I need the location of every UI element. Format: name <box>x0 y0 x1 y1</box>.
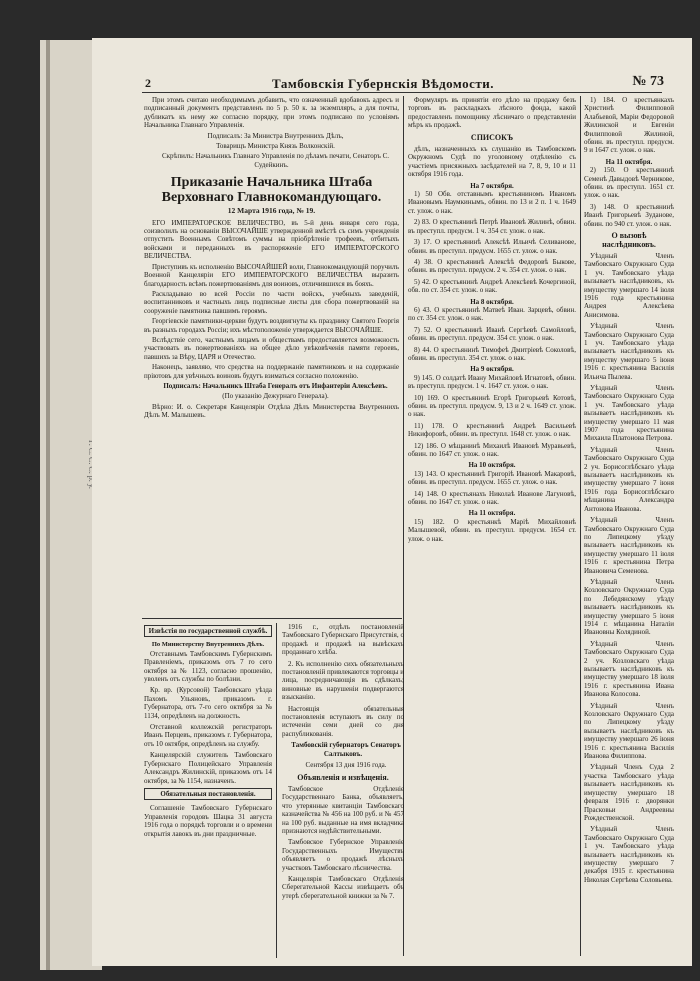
case-entry: 2) 150. О крестьянинѣ Семенѣ Давыдовѣ Черникове, обвин. въ преступл. 1651 ст. улож. о нак. <box>584 166 674 200</box>
column-3 <box>584 96 674 887</box>
signature-line: Товарищъ Министра Князь Волконскій. <box>216 142 335 151</box>
column-2 <box>408 96 576 546</box>
regulations-title: Обязательныя постановленія. <box>144 788 272 800</box>
case-entry: 13) 143. О крестьянинѣ Григоріѣ Ивановѣ Макаровѣ, обвин. въ преступл. предусм. 1655 ст. улож. о нак. <box>408 469 576 487</box>
order-paragraph: Раскладываю во всей Россіи по части войскъ, учебныхъ заведеній, воспитанниковъ и частныхъ лицъ подписные листы для сбора пожертвованій на сооруженіе памятника павшимъ героямъ. <box>144 289 399 315</box>
case-entry: 10) 169. О крестьянинѣ Егорѣ Григорьевѣ Котовѣ, обвин. въ преступл. предусм. 9, 13 и 2 ч. 1649 ст. улож. о нак. <box>408 393 576 419</box>
order-paragraph: Вслѣдствіе сего, частнымъ лицамъ и обществамъ предоставляется возможность участвовать въ пожертвованіяхъ на общее дѣло увѣковѣченія памяти героевъ, павшихъ за Вѣру, ЦАРЯ и Отечество. <box>144 335 399 361</box>
case-entry: 12) 186. О мѣщанинѣ Михаилѣ Ивановѣ Муравьевѣ, обвин. по 1647 ст. улож. о нак. <box>408 441 576 459</box>
service-news-title: Извѣстія по государственной службѣ. <box>144 625 272 637</box>
list-subtitle: дѣлъ, назначенныхъ къ слушанію въ Тамбовскомъ Окружномъ Судѣ по уголовному отдѣленію съ участіемъ присяжныхъ засѣдателей на 7, 8, 9, 10 и 11 октября 1916 года. <box>408 145 576 179</box>
heirs-notice: Уѣздный Членъ Козловскаго Окружнаго Суда по Лебедянскому уѣзду вызываетъ наслѣдниковъ къ имуществу умершаго 5 іюня 1914 г. мѣщанина Наталіи Ивановны Колядиной. <box>584 577 674 637</box>
page-header <box>92 38 692 91</box>
order-signature: Подписалъ: Начальникъ Штаба Генералъ отъ Инфантеріи Алексѣевъ. <box>163 381 388 390</box>
heirs-notice: Уѣздный Членъ Тамбовскаго Окружнаго Суда 1 уч. Тамбовскаго уѣзда вызываетъ наслѣдниковъ къ имуществу умершаго 5 іюня 1916 г. крестьянина Василія Ильича Пылева. <box>584 322 674 381</box>
heirs-notice: Уѣздный Членъ Тамбовскаго Окружнаго Суда 1 уч. Тамбовскаго уѣзда вызываетъ наслѣдниковъ къ имуществу умершаго 7 декабря 1915 г. крестьянина Николая Сергѣева Соловьева. <box>584 825 674 884</box>
day-heading: На 7 октября. <box>470 181 514 190</box>
regulation-paragraph: Настоящія обязательныя постановленія вступаютъ въ силу по истеченіи семи дней со дня распубликованія. <box>282 704 404 738</box>
case-entry: 3) 148. О крестьянинѣ Иванѣ Григорьевѣ Зуданове, обвин. по 940 ст. улож. о нак. <box>584 202 674 228</box>
day-heading: На 11 октября. <box>605 157 653 166</box>
column-separator-2 <box>580 96 581 956</box>
order-paragraph: Приступивъ къ исполненію ВЫСОЧАЙШЕЙ воли, Главнокомандующій поручилъ Военной Канцеляріи ЕГО ИМПЕРАТОРСКОГО ВЕЛИЧЕСТВА выразить благодарность всѣмъ пожертвованіямъ для воиновъ, отличившихся въ бояхъ. <box>144 262 399 288</box>
day-heading: На 8 октября. <box>470 297 514 306</box>
regulation-paragraph: Соглашеніе Тамбовскаго Губернскаго Управленія городовъ Шацка 31 августа 1916 года о порядкѣ торговли и о времени открытія лавокъ въ дни праздничные. <box>144 804 272 838</box>
governor-signature: Тамбовскій губернаторъ Сенаторъ Салтыковъ. <box>291 741 401 758</box>
heirs-notice: Уѣздный Членъ Тамбовскаго Окружнаго Суда 1 уч. Тамбовскаго уѣзда вызываетъ наслѣдниковъ, къ имуществу умершаго 14 іюля 1916 года крестьянина Андрея Алексѣева Анисимова. <box>584 251 674 319</box>
column-1 <box>144 96 399 422</box>
day-heading: На 11 октября. <box>468 509 516 518</box>
case-entry: 14) 148. О крестьянахъ Николаѣ Иванове Лагуновѣ, обвин. по 1647 ст. улож. о нак. <box>408 489 576 507</box>
column-separator-lower <box>276 623 277 958</box>
heirs-notice: Уѣздный Членъ Суда 2 участка Тамбовскаго уѣзда вызываетъ наслѣдниковъ къ имуществу умершаго 18 февраля 1916 г. дворянки Прасковьи Андреевны Рождественской. <box>584 763 674 822</box>
order-paragraph: ЕГО ИМПЕРАТОРСКОЕ ВЕЛИЧЕСТВО, въ 5-й день января сего года, соизволилъ на основаніи ВЫСОЧАЙШЕ утвержденной вмѣстѣ съ симъ учрежденія отпустить Военнымъ Совѣтомъ суммы на пріобрѣтеніе трофеевъ, отбитыхъ войсками и переданныхъ въ распоряженіе ЕГО ИМПЕРАТОРСКОГО ВЕЛИЧЕСТВА. <box>144 218 399 261</box>
issue-number: № 73 <box>632 74 664 89</box>
day-heading: На 9 октября. <box>470 365 514 374</box>
case-entry: 15) 182. О крестьянкѣ Маріѣ Михайловнѣ Малышевой, обвин. въ преступл. предусм. 1654 ст. улож. о нак. <box>408 517 576 543</box>
service-paragraph: Отставной коллежскій регистраторъ Иванъ Перцевъ, приказомъ г. Губернатора, отъ 10 октября, опредѣленъ на службу. <box>144 723 272 748</box>
heirs-notice: Уѣздный Членъ Тамбовскаго Окружнаго Суда 1 уч. Тамбовскаго уѣзда вызываетъ наслѣдниковъ къ имуществу умершаго 11 мая 1907 года крестьянина Михаила Платонова Петрова. <box>584 384 674 443</box>
announcements-title: Объявленія и извѣщенія. <box>297 772 389 782</box>
case-entry: 4) 38. О крестьянинѣ Алексѣѣ Федоровѣ Быкове, обвин. въ преступл. предусм. 2 ч. 354 ст. улож. о нак. <box>408 257 576 275</box>
case-entry: 5) 42. О крестьянинѣ Андреѣ Алексѣевѣ Кочергиной, обв. по ст. 354 ст. улож. о нак. <box>408 277 576 295</box>
binding-clip <box>46 40 50 970</box>
case-entry: 11) 178. О крестьянинѣ Андреѣ Васильевѣ Никифоровѣ, обвин. въ преступл. 1648 ст. улож. о нак. <box>408 421 576 439</box>
signature-line: Подписалъ: За Министра Внутреннихъ Дѣлъ, <box>207 131 344 140</box>
day-heading: На 10 октября. <box>468 461 516 470</box>
order-title: Приказаніе Начальника Штаба Верховнаго Главнокомандующаго. <box>161 175 382 206</box>
announcement-paragraph: Канцелярія Тамбовскаго Отдѣленія Сберегательной Кассы извѣщаетъ объ утерѣ сберегательной книжки за № 7. <box>282 874 404 900</box>
lower-left-column <box>144 623 272 841</box>
service-paragraph: Отставнымъ Тамбовскимъ Губернскимъ Правленіемъ, приказомъ отъ 7 го сего октября за № 1123, согласно прошенію, уволенъ отъ службы по болѣзни. <box>144 649 272 684</box>
announcement-paragraph: Тамбовское Губернское Управленіе Государственныхъ Имуществъ объявляетъ о продажѣ лѣсныхъ участковъ Тамбовскаго лѣсничества. <box>282 838 404 872</box>
heirs-notice: Уѣздный Членъ Тамбовскаго Окружнаго Суда 2 уч. Борисоглѣбскаго уѣзда вызываетъ наслѣдниковъ къ имуществу умершаго 7 іюня 1916 года Борисоглѣбскаго мѣщанина Александра Антонова Иванова. <box>584 445 674 513</box>
case-entry: 3) 17. О крестьянинѣ Алексѣѣ Ильичѣ Селиванове, обвин. въ преступл. предусм. 1655 ст. улож. о нак. <box>408 238 576 255</box>
regulation-paragraph: 1916 г., отдѣлъ постановленій Тамбовскаго Губернскаго Присутствія, о продажѣ и продажѣ на вывѣскахъ проданнаго хлѣба. <box>282 623 404 657</box>
regulation-paragraph: 2. Къ исполненію сихъ обязательныхъ постановленій привлекаются торговцы и лица, посредничающія въ сдѣлкахъ; виновные въ нарушеніи подвергаются взысканію. <box>282 659 405 702</box>
order-verified: Вѣрно: И. о. Секретаря Канцеляріи Отдѣла Дѣлъ Министерства Внутреннихъ Дѣлъ М. Малышевъ. <box>144 402 399 420</box>
ministry-subtitle: По Министерству Внутреннихъ Дѣлъ. <box>151 641 265 649</box>
list-title: СПИСОКЪ <box>470 132 514 142</box>
heirs-section-title: О вызовѣ наслѣдниковъ. <box>602 231 656 249</box>
page-number: 2 <box>145 76 151 90</box>
order-date: 12 Марта 1916 года, № 19. <box>227 206 316 216</box>
newspaper-title: Тамбовскія Губернскія Вѣдомости. <box>272 76 495 91</box>
case-entry: 2) 83. О крестьянинѣ Петрѣ Ивановѣ Жилинѣ, обвин. въ преступл. предусм. 1 ч. 354 ст. улож. о нак. <box>408 218 576 235</box>
lower-middle-column <box>282 623 404 903</box>
regulation-date: Сентября 13 дня 1916 года. <box>305 761 387 770</box>
case-entry: 1) 50 Обв. отставнымъ крестьяниномъ Иваномъ Ивановымъ Наумкинымъ, обвин. по 13 и 2 п. 1 ч. 1649 ст. улож. о нак. <box>408 190 576 215</box>
case-entry: 1) 184. О крестьянкахъ Христинѣ Филипповой Алабьевой, Маріи Федоровой Жилинской и Евгеніи Филипповой Жилиной, обвин. въ преступл. предусм. 9 и 1647 ст. улож. о нак. <box>584 96 674 155</box>
order-paragraph: Георгіевскіе памятники-церкви будутъ воздвигнуты къ празднику Святого Георгія въ разныхъ городахъ Россіи; ихъ мѣстоположеніе утверждается ВЫСОЧАЙШЕ. <box>144 317 399 334</box>
service-paragraph: Канцелярскій служитель Тамбовскаго Губернскаго Полицейскаго Управленія Александръ Жилинскій, приказомъ отъ 14 октября, за № 1154, назначенъ. <box>144 751 272 785</box>
newspaper-page <box>92 38 692 966</box>
header-rule <box>142 92 662 93</box>
case-entry: 6) 43. О крестьянинѣ Матвеѣ Иван. Зарцевѣ, обвин. по ст. 354 ст. улож. о нак. <box>408 305 576 323</box>
heirs-notice: Уѣздный Членъ Козловскаго Окружнаго Суда по Липецкому уѣзду вызываетъ наслѣдниковъ къ имуществу умершаго 26 іюня 1916 г. крестьянина Василія Иванова Филиппова. <box>584 701 674 761</box>
case-entry: 8) 44. О крестьянинѣ Тимофеѣ Дмитріевѣ Соколовѣ, обвин. въ преступл. 354 ст. улож. о нак. <box>408 345 576 362</box>
order-signature-note: (По указанію Дежурнаго Генерала). <box>222 392 329 401</box>
case-entry: 9) 145. О солдатѣ Ивану Михайловѣ Игнатовѣ, обвин. въ преступл. предусм. 1 ч. 1647 ст. улож. о нак. <box>408 373 576 391</box>
case-entry: 7) 52. О крестьянинѣ Иванѣ Сергѣевѣ Самойловѣ, обвин. въ преступл. предусм. 354 ст. улож. о нак. <box>408 325 576 343</box>
signature-line: Скрѣпилъ: Начальникъ Главнаго Управленія по дѣламъ печати, Сенаторъ С. Судейкинъ. <box>161 152 390 169</box>
lower-rule <box>142 618 402 619</box>
service-paragraph: Кр. вр. (Курсовой) Тамбовскаго уѣзда Пахомъ Ульяновъ, приказомъ г. Губернатора, отъ 7-го сего октября за № 1134, опредѣленъ на должность. <box>144 686 272 720</box>
announcement-paragraph: Тамбовское Отдѣленіе Государственнаго Банка, объявляетъ, что утерянные квитанціи Тамбовскаго казначейства № 456 на 100 руб. и № 457 на 100 руб. выданные на имя вкладчика признаются недѣйствительными. <box>282 784 404 835</box>
intro-paragraph: При этомъ считаю необходимымъ добавить, что означенный вдобавокъ адресъ и подписанный документъ представленъ по 5 р. 50 к. за экземпляръ, а для почты, дубликатъ къ нему же согласно порядку, при этомъ подписано по условіямъ Начальника Главнаго Управленія. <box>144 96 399 130</box>
heirs-notice: Уѣздный Членъ Тамбовскаго Окружнаго Суда 2 уч. Козловскаго уѣзда вызываетъ наслѣдниковъ къ имуществу умершаго 18 іюля 1916 г. крестьянина Ивана Иванова Колосова. <box>584 639 674 699</box>
heirs-notice: Уѣздный Членъ Тамбовскаго Окружнаго Суда по Липецкому уѣзду вызываетъ наслѣдниковъ къ имуществу умершаго 11 іюля 1916 г. крестьянина Петра Ивановича Семенова. <box>584 516 674 575</box>
order-paragraph: Наконецъ, заявляю, что средства на поддержаніе памятниковъ и на содержаніе пріютовъ для увѣчныхъ воиновъ будутъ взиматься согласно положенію. <box>144 363 399 380</box>
column-paragraph: Формуляръ въ принятіи его дѣло на продажу безъ торговъ въ раскладкахъ лѣсного фонда, какой предоставленъ помощнику лѣсничаго о представленіи мѣръ къ продажѣ. <box>408 96 576 130</box>
